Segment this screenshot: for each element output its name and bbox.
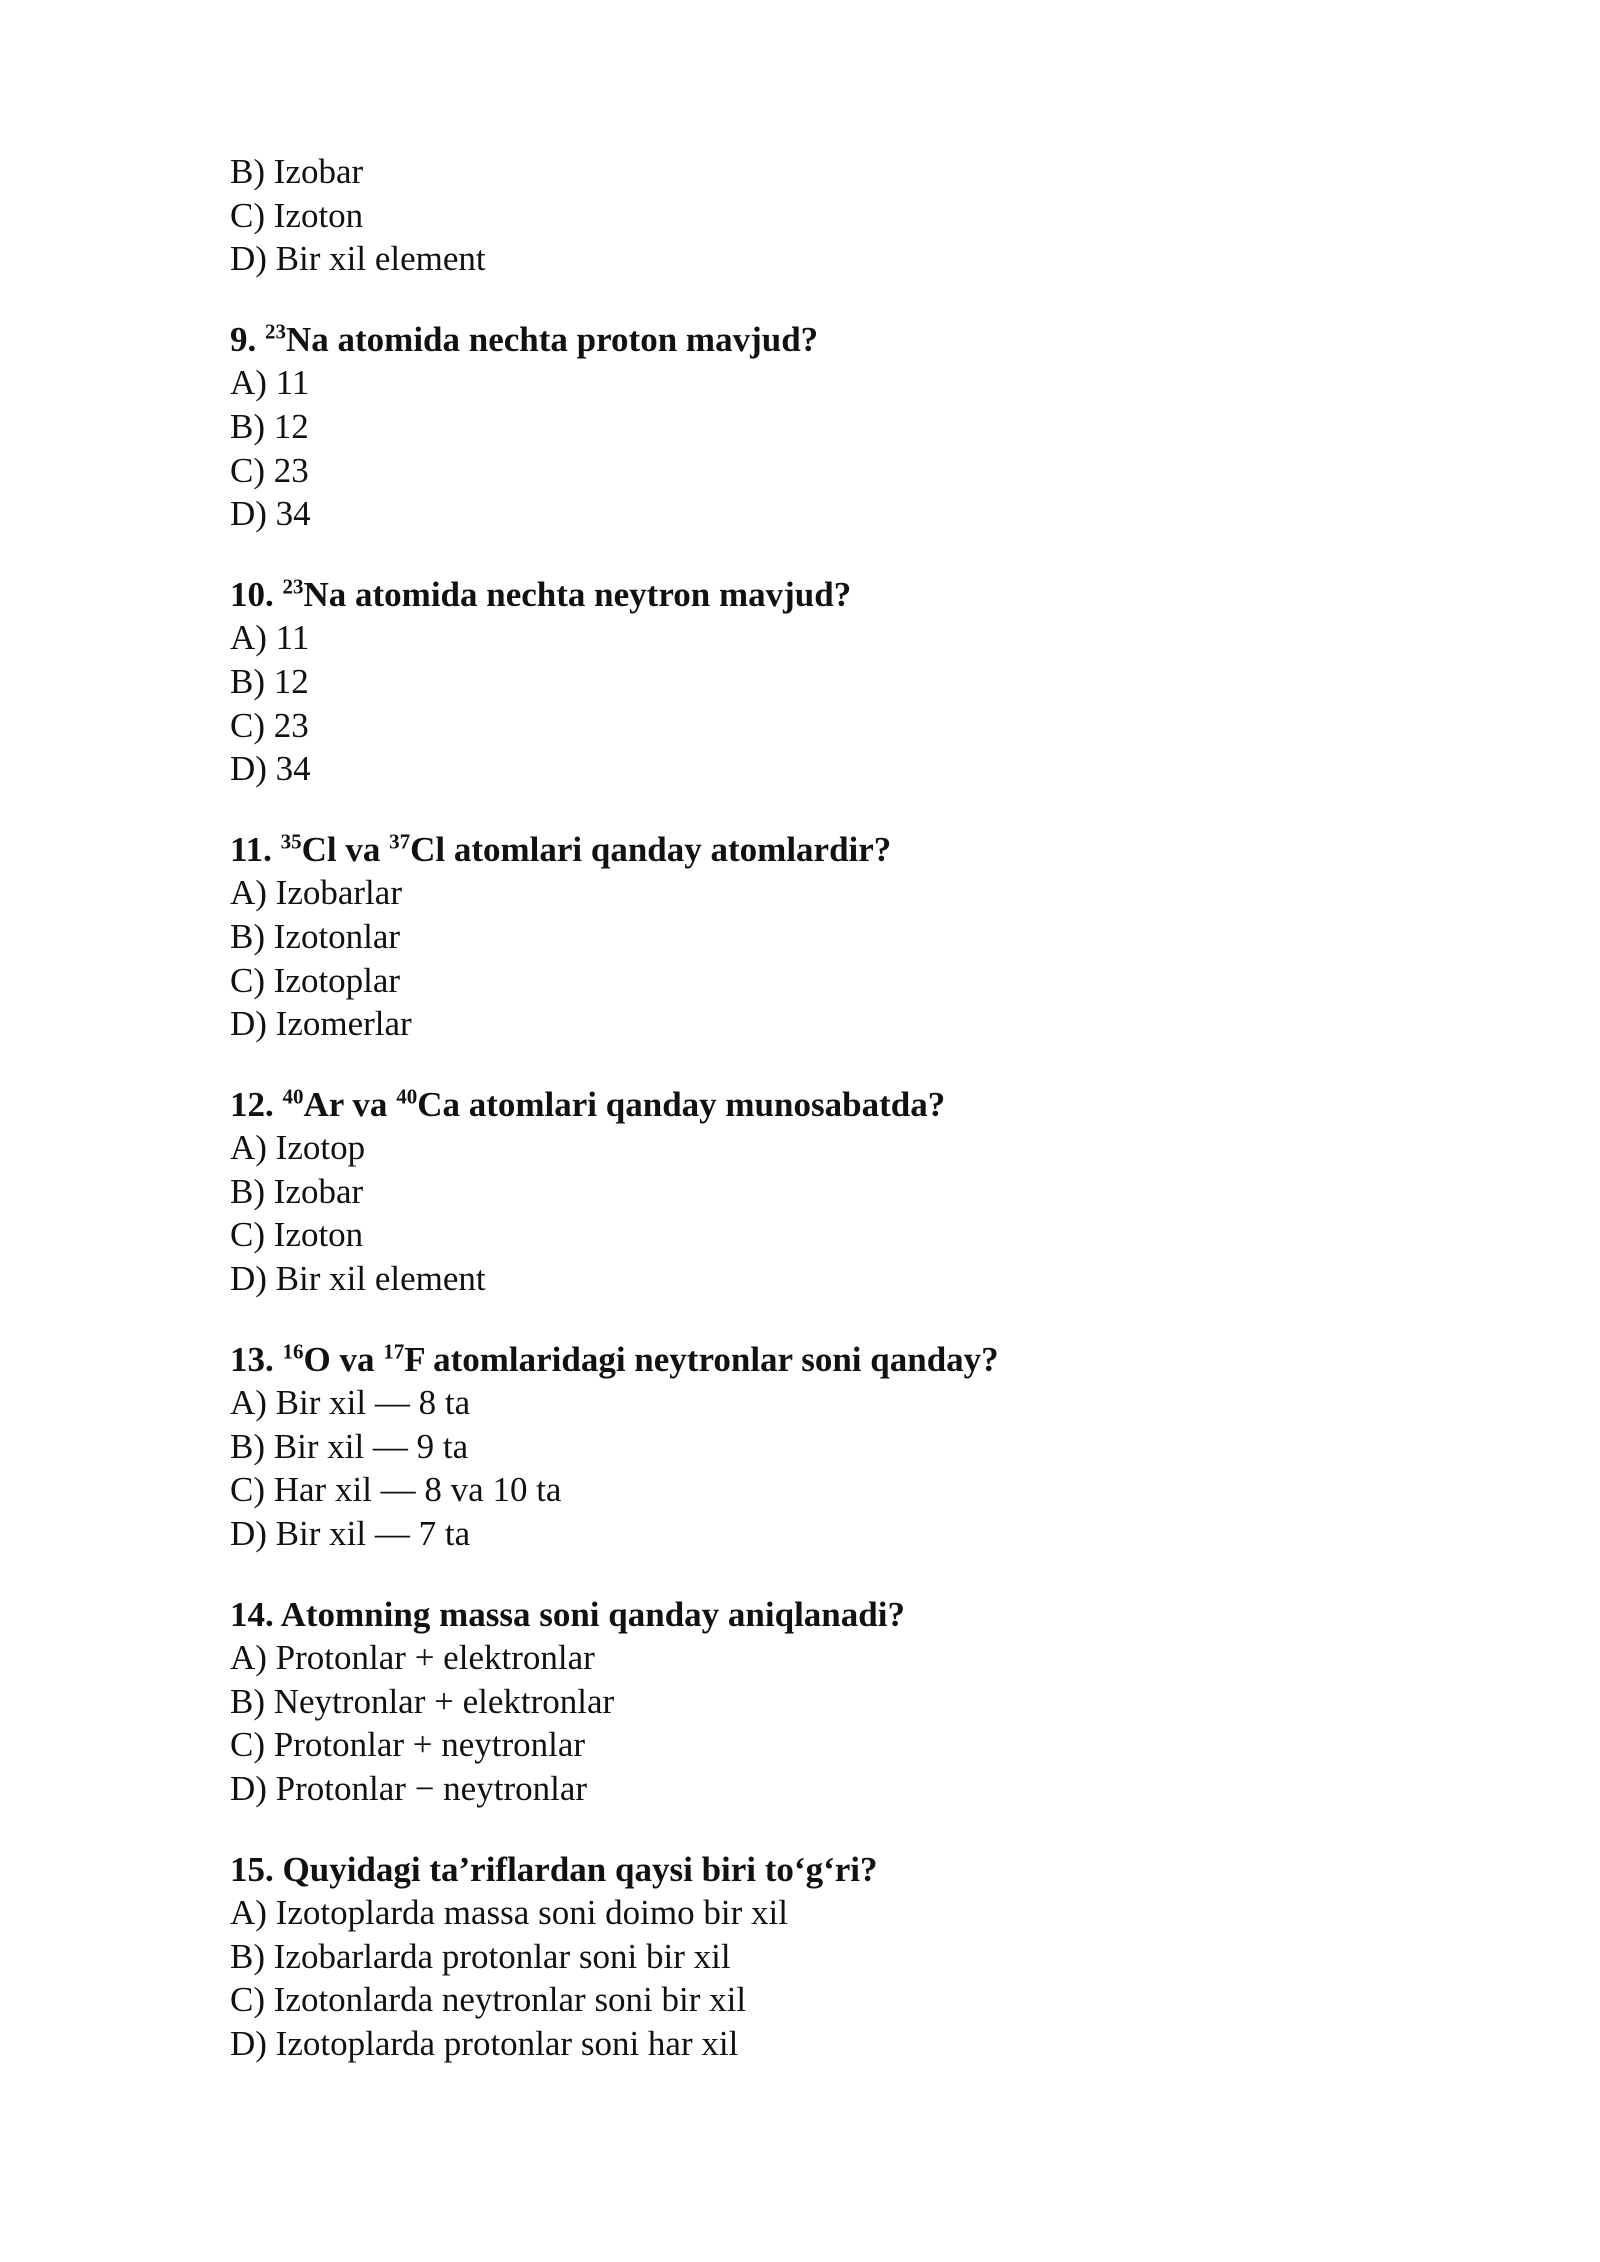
question-fragment: Na atomida nechta proton mavjud? xyxy=(286,319,819,359)
option: B) Izobar xyxy=(230,152,364,191)
question-fragment: Ar va xyxy=(303,1084,397,1124)
mass-number-superscript: 40 xyxy=(282,1084,304,1109)
mass-number-superscript: 40 xyxy=(396,1084,418,1109)
answer-option: B) Neytronlar + elektronlar xyxy=(230,1681,615,1721)
answer-option: D) Izomerlar xyxy=(230,1004,412,1044)
answer-option: C) Protonlar + neytronlar xyxy=(230,1725,586,1765)
question-text xyxy=(230,1338,1430,1382)
answer-option: A) 11 xyxy=(230,363,310,403)
answer-option: B) 12 xyxy=(230,406,309,446)
question-list xyxy=(230,318,1430,2066)
answer-option: D) 34 xyxy=(230,749,311,789)
question-number: 9. xyxy=(230,319,257,359)
answer-option: A) 11 xyxy=(230,618,310,658)
question-text xyxy=(230,573,1430,617)
question-number: 13. xyxy=(230,1339,274,1379)
answer-option: C) Har xil — 8 va 10 ta xyxy=(230,1470,562,1510)
question-fragment: Cl atomlari qanday atomlardir? xyxy=(410,829,892,869)
mass-number-superscript: 17 xyxy=(383,1339,405,1364)
question-number: 12. xyxy=(230,1084,274,1124)
answer-option: C) 23 xyxy=(230,450,309,490)
answer-option: B) 12 xyxy=(230,661,309,701)
answer-option: D) Bir xil element xyxy=(230,1259,486,1299)
answer-option: A) Izotoplarda massa soni doimo bir xil xyxy=(230,1893,788,1933)
answer-option: D) Bir xil — 7 ta xyxy=(230,1514,471,1554)
answer-option: A) Izotop xyxy=(230,1128,366,1168)
carryover-options xyxy=(230,150,1430,281)
question-text xyxy=(230,318,1430,362)
question-block xyxy=(230,828,1430,1046)
question-block xyxy=(230,1848,1430,2066)
option: D) Bir xil element xyxy=(230,239,486,279)
question-number: 15. xyxy=(230,1849,274,1889)
question-text xyxy=(230,1083,1430,1127)
answer-option: A) Bir xil — 8 ta xyxy=(230,1383,471,1423)
question-text xyxy=(230,1593,1430,1637)
question-fragment: F atomlaridagi neytronlar soni qanday? xyxy=(404,1339,999,1379)
question-block xyxy=(230,573,1430,791)
question-number: 11. xyxy=(230,829,272,869)
answer-option: A) Protonlar + elektronlar xyxy=(230,1638,595,1678)
answer-option: D) Protonlar − neytronlar xyxy=(230,1769,588,1808)
question-fragment: Cl va xyxy=(301,829,390,869)
mass-number-superscript: 23 xyxy=(282,574,304,599)
question-text xyxy=(230,1848,1430,1892)
answer-option: B) Izotonlar xyxy=(230,916,401,956)
answer-option: D) 34 xyxy=(230,494,311,534)
answer-option: C) 23 xyxy=(230,705,309,745)
mass-number-superscript: 16 xyxy=(282,1339,304,1364)
question-fragment: Na atomida nechta neytron mavjud? xyxy=(303,574,852,614)
question-number: 10. xyxy=(230,574,274,614)
question-fragment: Ca atomlari qanday munosabatda? xyxy=(417,1084,946,1124)
answer-option: B) Izobar xyxy=(230,1171,364,1211)
question-block xyxy=(230,318,1430,536)
answer-option: D) Izotoplarda protonlar soni har xil xyxy=(230,2023,739,2063)
question-fragment: Quyidagi ta’riflardan qaysi biri to‘g‘ri? xyxy=(282,1849,878,1889)
question-block xyxy=(230,1083,1430,1301)
question-fragment: Atomning massa soni qanday aniqlanadi? xyxy=(280,1594,905,1634)
answer-option: B) Izobarlarda protonlar soni bir xil xyxy=(230,1936,731,1976)
mass-number-superscript: 23 xyxy=(265,319,286,344)
answer-option: B) Bir xil — 9 ta xyxy=(230,1426,469,1466)
question-number: 14. xyxy=(230,1594,274,1634)
question-block xyxy=(230,1338,1430,1556)
answer-option: C) Izoton xyxy=(230,1215,364,1255)
question-fragment: O va xyxy=(303,1339,384,1379)
answer-option: C) Izotoplar xyxy=(230,960,401,1000)
question-block xyxy=(230,1593,1430,1811)
option: C) Izoton xyxy=(230,195,364,235)
mass-number-superscript: 35 xyxy=(280,829,302,854)
document-page xyxy=(230,150,1430,2066)
mass-number-superscript: 37 xyxy=(389,829,411,854)
answer-option: A) Izobarlar xyxy=(230,873,402,913)
answer-option: C) Izotonlarda neytronlar soni bir xil xyxy=(230,1980,747,2020)
question-text xyxy=(230,828,1430,872)
